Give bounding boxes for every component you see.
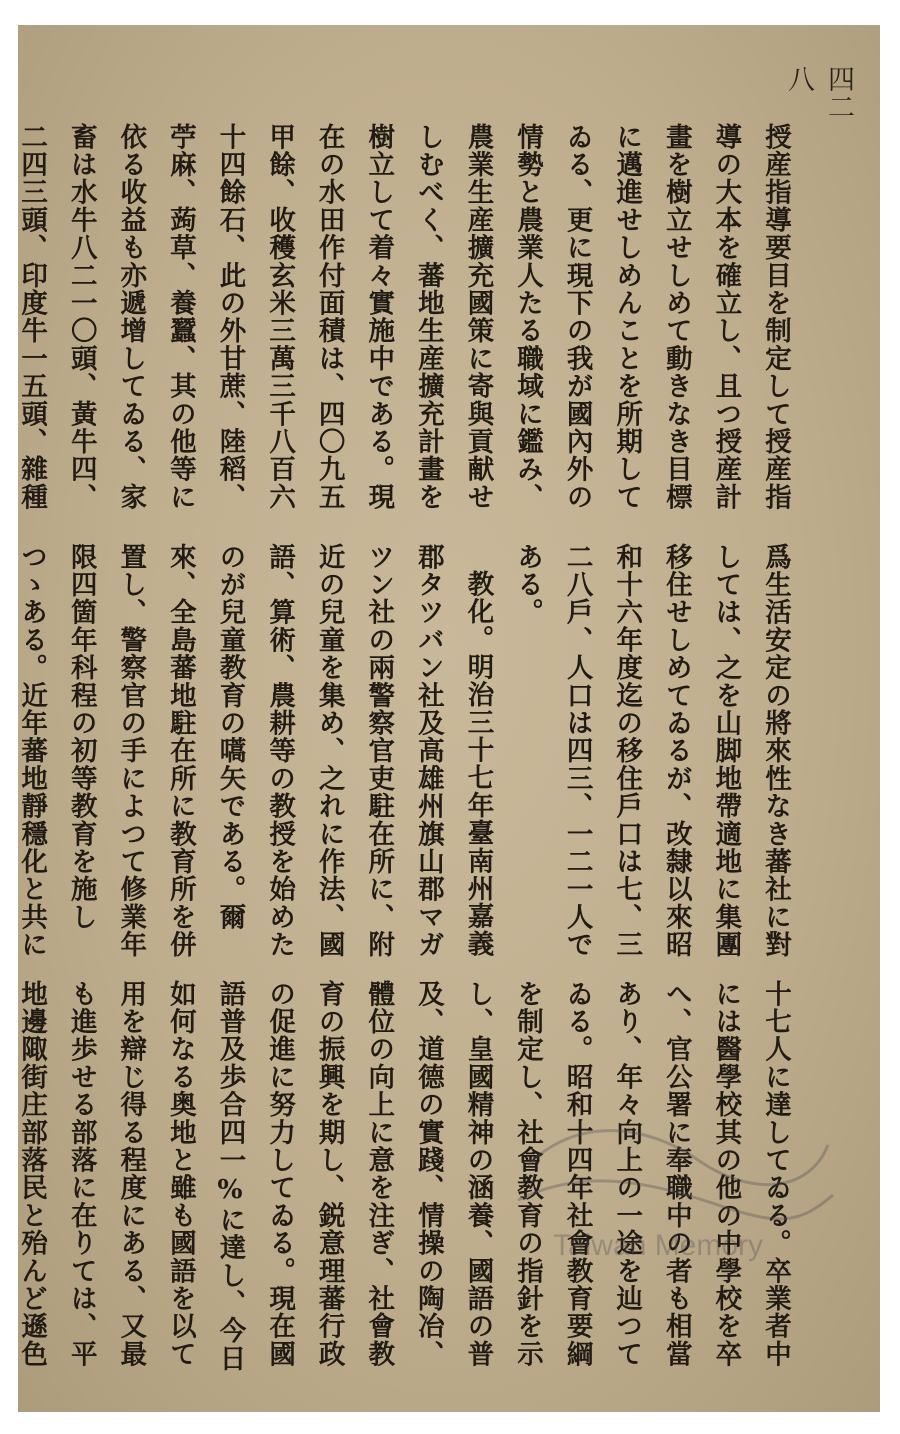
text-block-bottom	[16, 980, 800, 1385]
book-page	[18, 25, 880, 1412]
paragraph: 授産指導要目を制定して授産指導の大本を確立し、且つ授産計畫を樹立せしめて動きなき目標に邁進せしめんことを所期してゐる、更に現下の我が國內外の情勢と農業人たる職域に鑑み、農業生産擴充國策に寄與貢献せしむべく、蕃地生産擴充計畫を樹立して着々實施中である。現在の水田作付面積は、四〇九五甲餘、收穫玄米三萬三千八百六十四餘石、此の外甘蔗、陸稻、苧麻、蒟草、養蠶、其の他等に依る收益も亦遞增してゐる、家畜は水牛八二一〇頭、黃牛四、二四三頭、印度牛一五頭、雜種	[16, 123, 791, 511]
page-number: 四二八	[783, 65, 854, 121]
watermark-caption: Taiwan Memory	[552, 1229, 764, 1262]
paragraph: 教化。明治三十七年臺南州嘉義郡タツバン社及高雄州旗山郡マガツン社の兩警察官吏駐在所に、附近の兒童を集め、之れに作法、國語、算術、農耕等の教授を始めたのが兒童教育の嚆矢である。爾來、全島蕃地駐在所に教育所を併置し、警察官の手によつて修業年限四箇年科程の初等教育を施しつゝある。近年蕃地靜穩化と共に	[16, 543, 494, 959]
text-block-top	[16, 123, 800, 523]
paragraph: 爲生活安定の將來性なき蕃社に對しては、之を山脚地帶適地に集團移住せしめてゐるが、改隸以來昭和十六年度迄の移住戶口は七、三二八戶、人口は四三、一二一人である。	[512, 543, 791, 959]
text-block-middle	[16, 543, 800, 963]
paragraph: 十七人に達してゐる。卒業者中には醫學校其の他の中學校を卒へ、官公署に奉職中の者も相當あり、年々向上の一途を辿つてゐる。昭和十四年社會教育要綱を制定し、社會教育の指針を示し、皇國精神の涵養、國語の普及、道德の實踐、情操の陶冶、體位の向上に意を注ぎ、社會教育の振興を期し、鋭意理蕃行政の促進に努力してゐる。現在國語普及歩合四一%に達し、今日如何なる奥地と雖も國語を以て用を辯じ得る程度にある、又最も進歩せる部落に在りては、平地邊陬街庄部落民と殆んど遜色	[16, 980, 791, 1373]
